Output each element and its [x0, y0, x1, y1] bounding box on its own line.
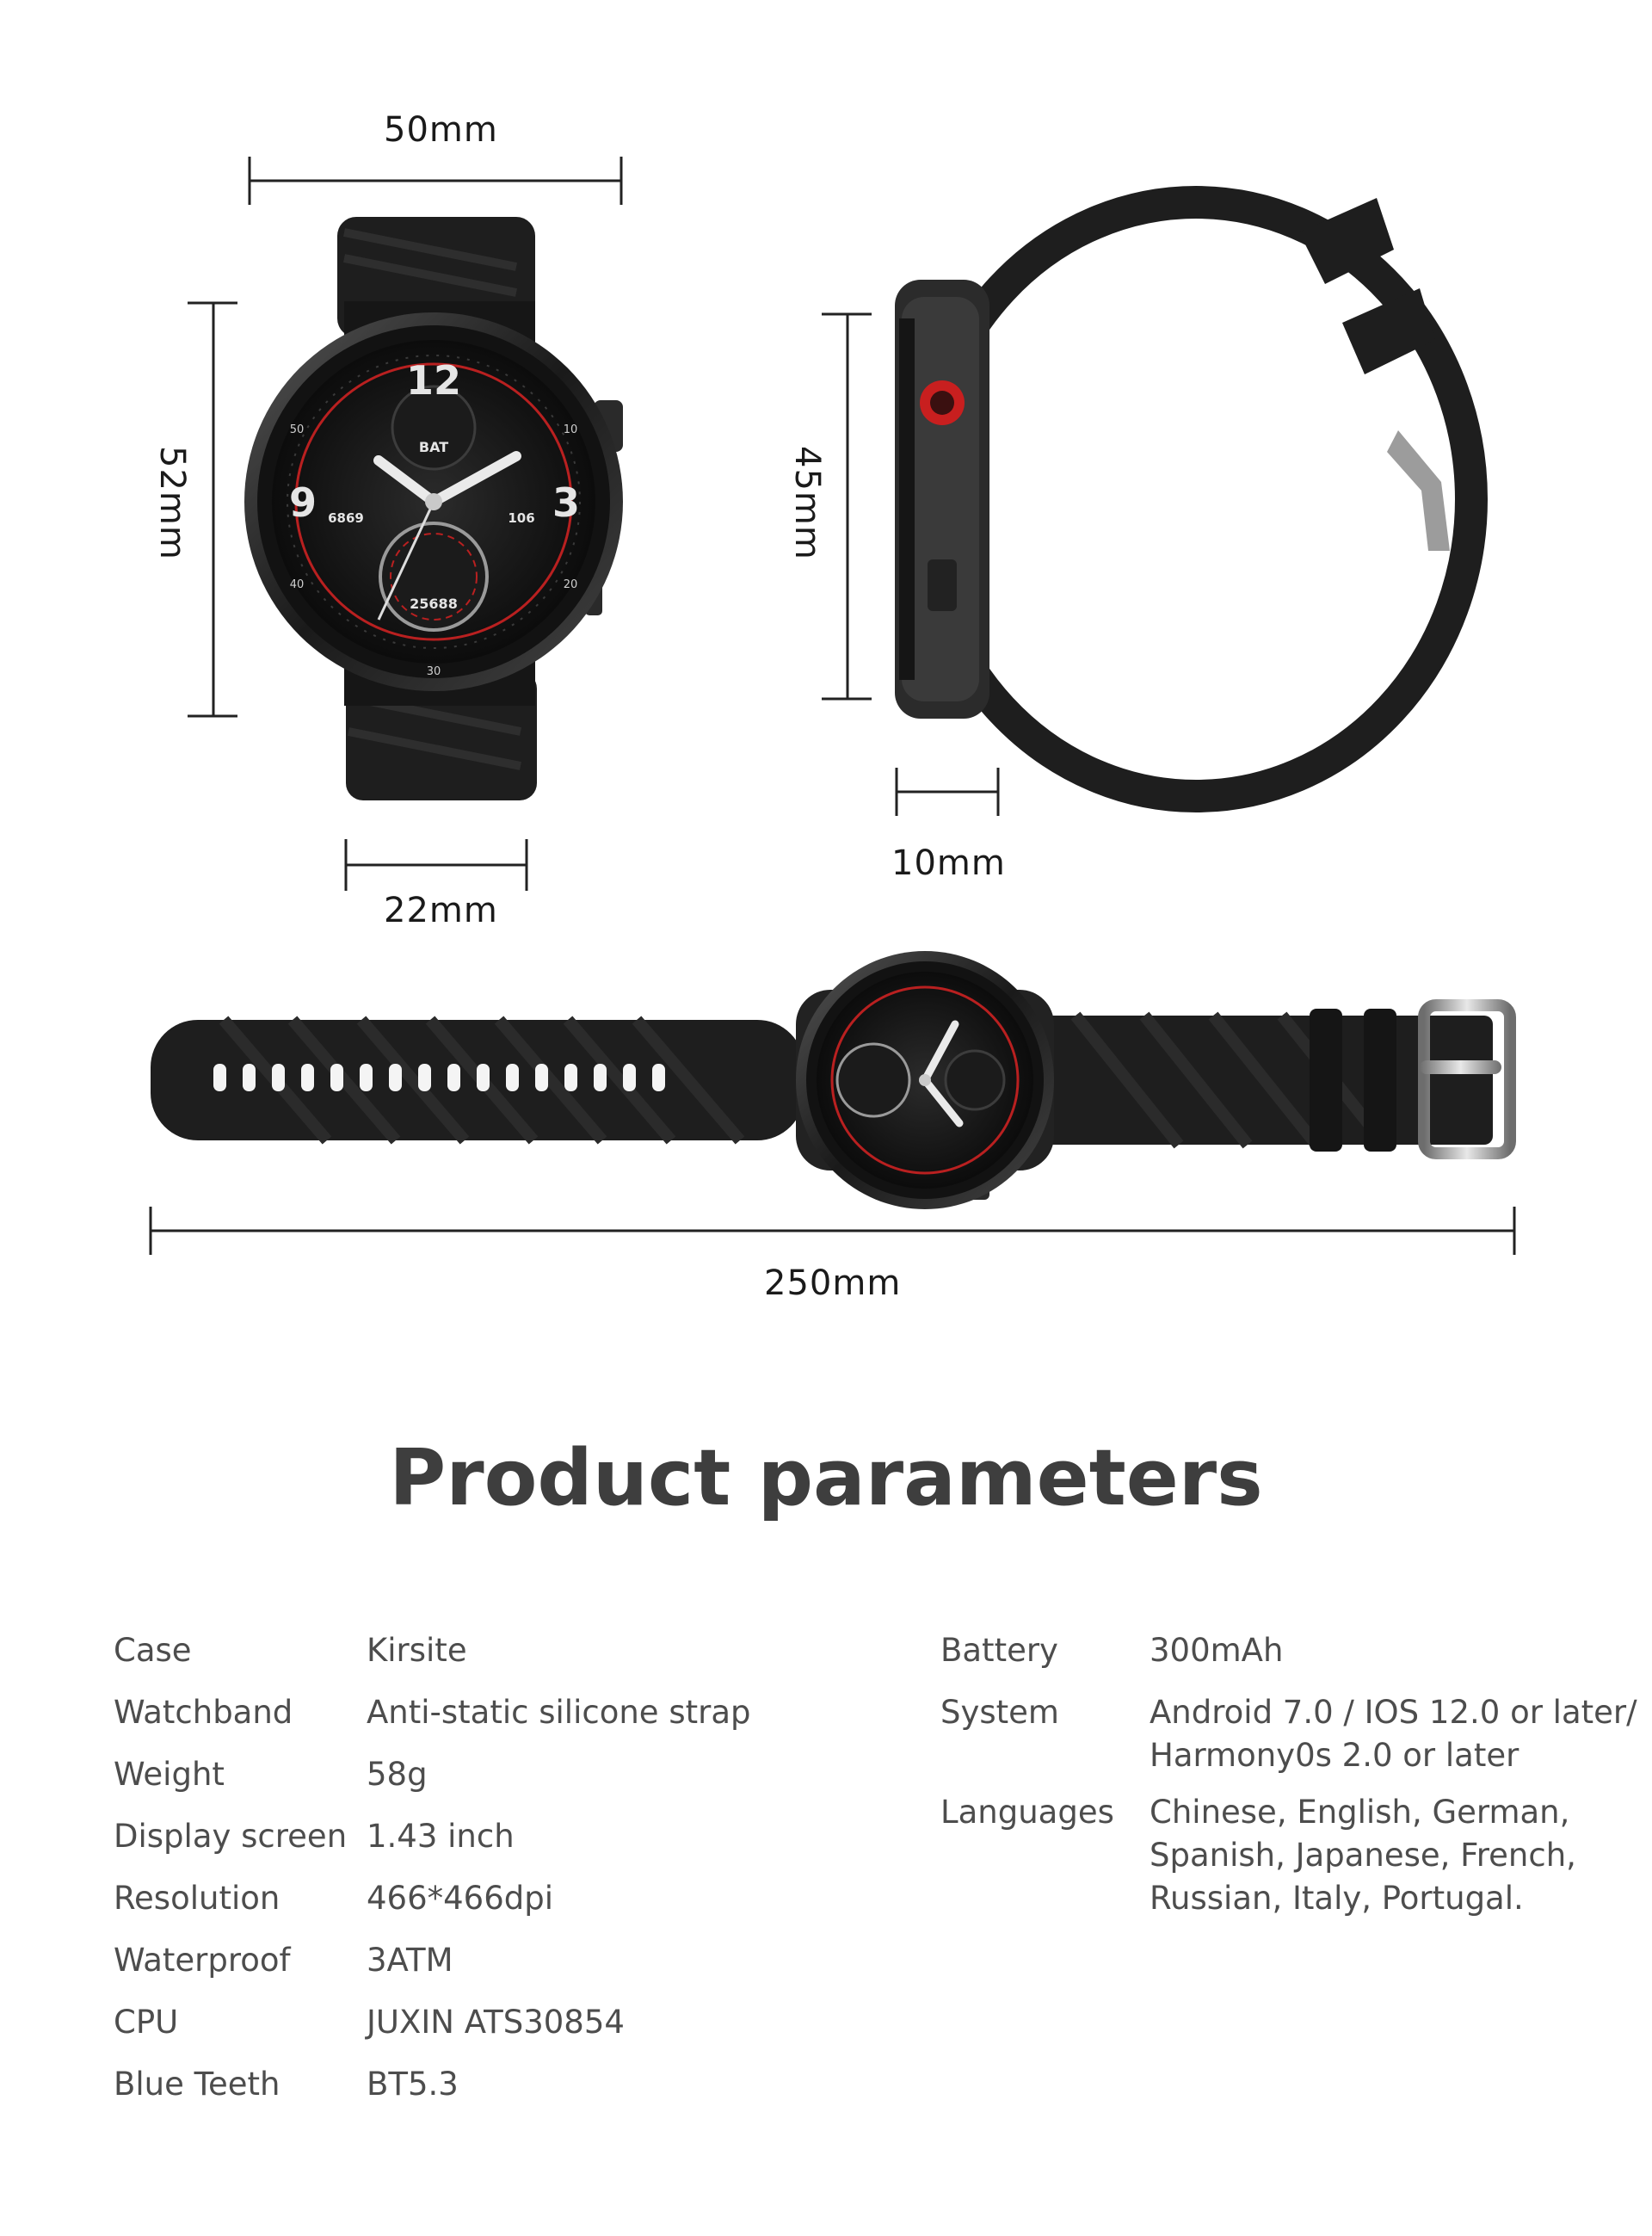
dim-thickness-label: 10mm [891, 843, 1006, 883]
face-steps-bottom: 25688 [410, 596, 458, 612]
dim-length-label: 250mm [764, 1263, 902, 1303]
dim-width-label: 50mm [384, 110, 498, 150]
spec-value: BT5.3 [367, 2066, 459, 2103]
spec-key: Resolution [114, 1880, 280, 1917]
spec-key: CPU [114, 2004, 179, 2041]
face-tick-10: 10 [563, 423, 578, 436]
spec-value: 58g [367, 1756, 428, 1793]
spec-value: JUXIN ATS30854 [367, 2004, 625, 2041]
dim-band-width-label: 22mm [384, 891, 498, 930]
spec-key: Display screen [114, 1818, 348, 1855]
front-watch [244, 217, 623, 800]
face-tick-20: 20 [563, 578, 578, 591]
face-num-9: 9 [288, 479, 317, 526]
dim-height-label: 52mm [152, 446, 192, 560]
face-tick-50: 50 [289, 423, 305, 436]
spec-value: Android 7.0 / IOS 12.0 or later/ [1150, 1694, 1637, 1731]
spec-value: Spanish, Japanese, French, [1150, 1837, 1576, 1874]
dimension-line-length [151, 1207, 1514, 1255]
spec-key: Waterproof [114, 1942, 291, 1979]
spec-key: Battery [940, 1632, 1058, 1669]
face-bat-label: BAT [418, 439, 449, 455]
spec-key: Weight [114, 1756, 225, 1793]
side-watch [895, 198, 1471, 796]
face-steps-left: 6869 [328, 510, 364, 526]
face-num-3: 3 [552, 479, 581, 526]
spec-key: Case [114, 1632, 192, 1669]
spec-value: Harmony0s 2.0 or later [1150, 1737, 1519, 1774]
face-tick-40: 40 [289, 578, 305, 591]
spec-value: Kirsite [367, 1632, 467, 1669]
spec-value: 3ATM [367, 1942, 453, 1979]
face-heart: 106 [508, 510, 535, 526]
flat-watch [151, 951, 1510, 1209]
spec-value: 1.43 inch [367, 1818, 515, 1855]
spec-value: 300mAh [1150, 1632, 1284, 1669]
spec-value: Anti-static silicone strap [367, 1694, 751, 1731]
face-tick-30: 30 [426, 665, 441, 678]
spec-key: Watchband [114, 1694, 293, 1731]
spec-key: Languages [940, 1794, 1114, 1831]
spec-value: Russian, Italy, Portugal. [1150, 1880, 1524, 1917]
spec-value: 466*466dpi [367, 1880, 553, 1917]
dim-body-label: 45mm [787, 446, 827, 560]
face-num-12: 12 [405, 357, 462, 404]
page-title: Product parameters [389, 1433, 1263, 1523]
spec-value: Chinese, English, German, [1150, 1794, 1570, 1831]
spec-key: System [940, 1694, 1059, 1731]
spec-key: Blue Teeth [114, 2066, 280, 2103]
